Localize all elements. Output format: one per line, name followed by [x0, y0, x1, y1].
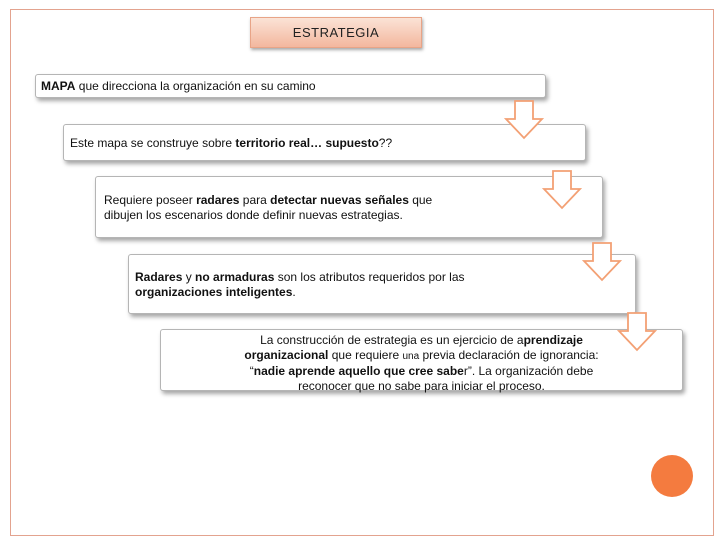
- orange-circle-decoration: [651, 455, 693, 497]
- box-text-segment: una: [402, 351, 420, 362]
- box-text-segment: y: [182, 270, 196, 284]
- box-text-segment: prendizaje: [523, 333, 583, 347]
- down-arrow-icon: [616, 311, 658, 353]
- flow-box-5: [160, 329, 683, 391]
- box-text-segment: organizacional: [244, 348, 329, 362]
- box-text-segment: no armaduras: [195, 270, 275, 284]
- box-text-segment: .: [292, 285, 296, 299]
- box-text-segment: que direcciona la organización en su camino: [75, 79, 316, 93]
- box-text-segment: dibujen los escenarios donde definir nuevas estrategias.: [104, 208, 403, 222]
- box-text-segment: que requiere: [328, 348, 403, 362]
- box-text-segment: reconocer que no sabe para iniciar el proceso.: [298, 379, 545, 393]
- box-text-segment: detectar nuevas señales: [270, 193, 409, 207]
- down-arrow-icon: [581, 241, 623, 283]
- box-text-segment: organizaciones inteligentes: [135, 285, 293, 299]
- box-text-segment: para: [239, 193, 271, 207]
- box-text-segment: territorio real… supuesto: [235, 136, 379, 150]
- flow-box-1: [35, 74, 546, 98]
- box-text-segment: La construcción de estrategia es un ejercicio de a: [260, 333, 524, 347]
- box-text-segment: r”. La organización debe: [463, 364, 594, 378]
- flow-box-4: [128, 254, 636, 314]
- box-text-segment: son los atributos requeridos por las: [274, 270, 465, 284]
- box-text-segment: Este mapa se construye sobre: [70, 136, 236, 150]
- box-text-segment: nadie aprende aquello que cree sabe: [253, 364, 464, 378]
- box-text-segment: “: [249, 364, 254, 378]
- box-text-segment: Requiere poseer: [104, 193, 197, 207]
- down-arrow-icon: [541, 169, 583, 211]
- slide-title: ESTRATEGIA: [250, 17, 422, 48]
- box-text-segment: Radares: [135, 270, 183, 284]
- down-arrow-icon: [503, 99, 545, 141]
- box-text-segment: que: [408, 193, 433, 207]
- box-text-segment: ??: [378, 136, 393, 150]
- flow-box-3: [95, 176, 603, 238]
- box-text-segment: previa declaración de ignorancia:: [419, 348, 599, 362]
- box-text-segment: MAPA: [41, 79, 76, 93]
- box-text-segment: radares: [196, 193, 240, 207]
